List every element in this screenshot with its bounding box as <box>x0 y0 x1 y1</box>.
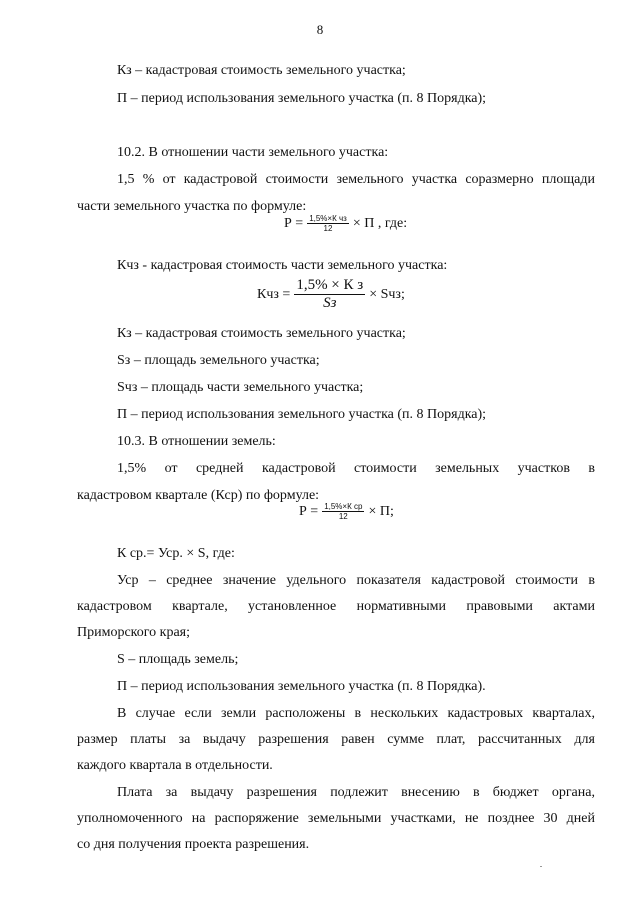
section-heading: 10.2. В отношении части земельного участка: <box>117 145 389 160</box>
formula-fraction <box>294 277 365 313</box>
text-line: Плата за выдачу разрешения подлежит внесению в бюджет органа, <box>117 785 595 800</box>
section-heading: 10.3. В отношении земель: <box>117 434 276 449</box>
page-number: 8 <box>316 22 324 37</box>
text-line: П – период использования земельного участка (п. 8 Порядка); <box>117 91 487 106</box>
formula-rhs: × П; <box>368 503 394 519</box>
text-line: уполномоченного на распоряжение земельными участками, не позднее 30 дней <box>77 811 595 826</box>
text-line: S – площадь земель; <box>117 652 239 667</box>
text-line: размер платы за выдачу разрешения равен сумме плат, рассчитанных для <box>77 732 595 747</box>
fraction-denominator: 12 <box>323 224 333 234</box>
formula-lhs: Р = <box>299 503 319 519</box>
fraction-denominator: 12 <box>338 512 348 522</box>
formula-fraction <box>322 502 364 521</box>
text-line: 1,5% от средней кадастровой стоимости земельных участков в <box>117 461 595 476</box>
formula-lhs: Р = <box>284 215 304 231</box>
text-line: каждого квартала в отдельности. <box>77 758 273 773</box>
text-line: Кз – кадастровая стоимость земельного участка; <box>117 63 406 78</box>
text-line: Sчз – площадь части земельного участка; <box>117 380 364 395</box>
scan-speck <box>540 866 542 867</box>
text-line: Кз – кадастровая стоимость земельного участка; <box>117 326 406 341</box>
formula-rhs: × Sчз; <box>369 286 405 302</box>
formula-p-lands <box>299 502 394 521</box>
formula-fraction <box>307 214 349 233</box>
text-line: Кчз - кадастровая стоимость части земельного участка: <box>117 258 448 273</box>
formula-kchz <box>257 277 405 313</box>
text-line: Приморского края; <box>77 625 191 640</box>
text-line: П – период использования земельного участка (п. 8 Порядка); <box>117 407 487 422</box>
text-line: части земельного участка по формуле: <box>77 199 307 214</box>
fraction-numerator: 1,5%×К ср <box>324 502 363 511</box>
fraction-denominator: Sз <box>323 295 337 312</box>
text-line: В случае если земли расположены в нескольких кадастровых кварталах, <box>117 706 595 721</box>
text-line: П – период использования земельного участка (п. 8 Порядка). <box>117 679 486 694</box>
formula-rhs: × П , где: <box>352 215 408 231</box>
text-line: Sз – площадь земельного участка; <box>117 353 320 368</box>
text-line: кадастровом квартале (Кср) по формуле: <box>77 488 320 503</box>
text-line: со дня получения проекта разрешения. <box>77 837 310 852</box>
fraction-numerator: 1,5% × К з <box>294 277 365 295</box>
fraction-numerator: 1,5%×К чз <box>309 214 347 223</box>
text-line: Уср – среднее значение удельного показателя кадастровой стоимости в <box>117 573 595 588</box>
formula-p-part <box>284 214 407 233</box>
text-line: кадастровом квартале, установленное нормативными правовыми актами <box>77 599 595 614</box>
text-line: К ср.= Уср. × S, где: <box>117 546 235 561</box>
formula-lhs: Кчз = <box>257 286 291 302</box>
text-line: 1,5 % от кадастровой стоимости земельного участка соразмерно площади <box>117 172 595 187</box>
